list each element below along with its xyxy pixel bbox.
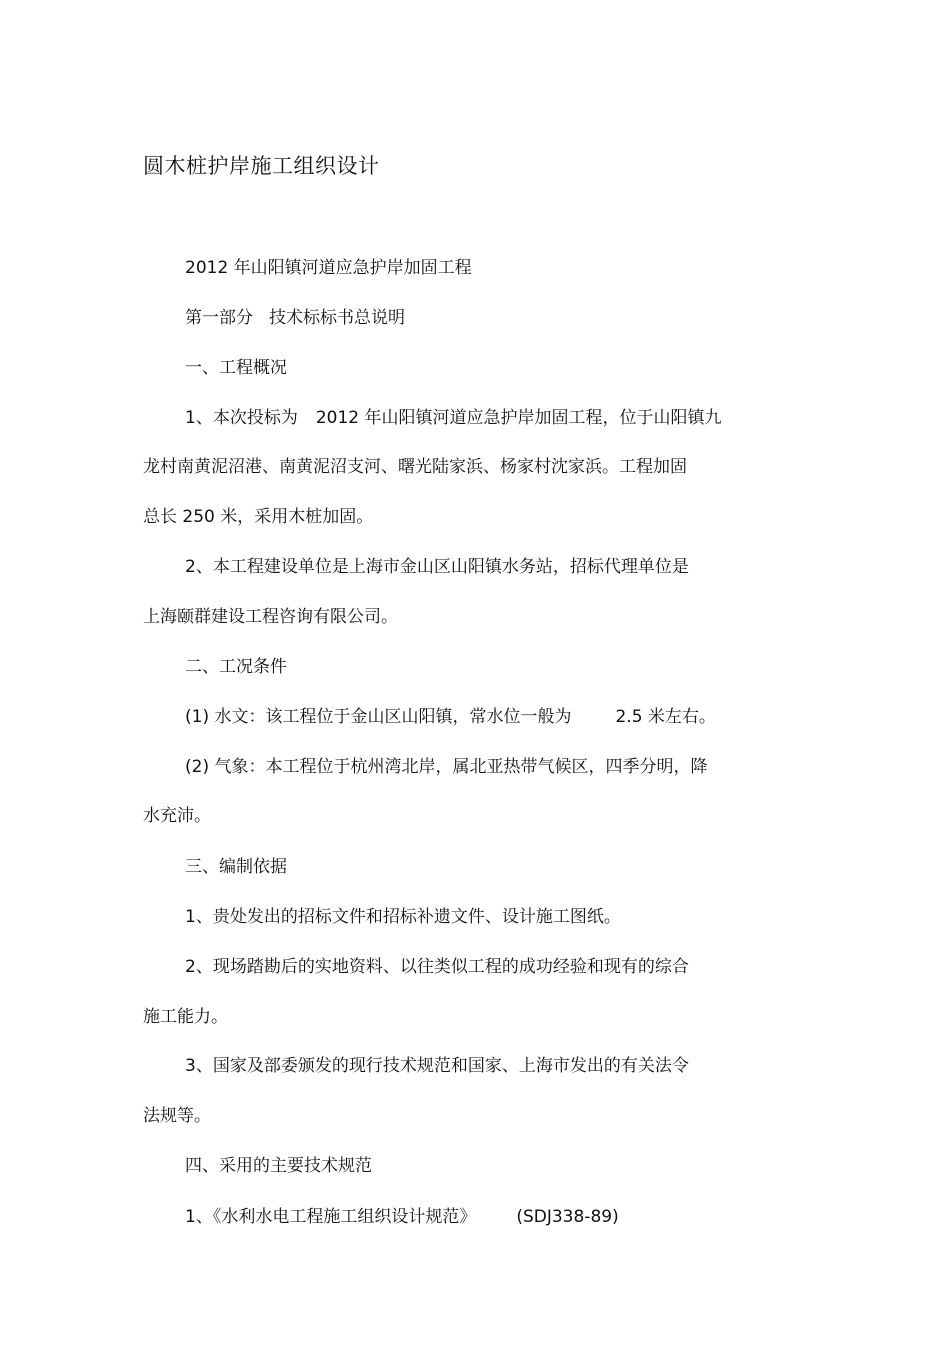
part-name: 技术标标书总说明 — [269, 308, 405, 328]
basis-item1: 1、贵处发出的招标文件和招标补遗文件、设计施工图纸。 — [185, 907, 621, 927]
standards-item1-name: 1、《水利水电工程施工组织设计规范》 — [185, 1207, 477, 1227]
hydrology-text: (1) 水文：该工程位于金山区山阳镇，常水位一般为 — [185, 707, 572, 727]
basis-item2-line1: 2、现场踏勘后的实地资料、以往类似工程的成功经验和现有的综合 — [185, 957, 689, 977]
overview-item2-line2: 上海颐群建设工程咨询有限公司。 — [143, 607, 398, 627]
overview-item1-prefix: 1、本次投标为 — [185, 408, 298, 428]
section-heading-standards: 四、采用的主要技术规范 — [185, 1156, 372, 1176]
project-name: 2012 年山阳镇河道应急护岸加固工程 — [185, 258, 472, 278]
basis-item2-line2: 施工能力。 — [143, 1007, 228, 1027]
basis-item3-line1: 3、国家及部委颁发的现行技术规范和国家、上海市发出的有关法令 — [185, 1056, 689, 1076]
part-number: 第一部分 — [185, 308, 253, 328]
conditions-climate-line1: (2) 气象：本工程位于杭州湾北岸，属北亚热带气候区，四季分明，降 — [185, 757, 708, 777]
section-heading-conditions: 二、工况条件 — [185, 657, 287, 677]
section-heading-basis: 三、编制依据 — [185, 857, 287, 877]
standards-item1-code: (SDJ338-89) — [516, 1207, 619, 1227]
hydrology-value: 2.5 米左右。 — [615, 707, 716, 727]
overview-item1-rest: 2012 年山阳镇河道应急护岸加固工程，位于山阳镇九 — [315, 408, 722, 428]
section-heading-overview: 一、工程概况 — [185, 358, 287, 378]
conditions-hydrology — [185, 706, 716, 728]
overview-item2-line1: 2、本工程建设单位是上海市金山区山阳镇水务站，招标代理单位是 — [185, 557, 689, 577]
conditions-climate-line2: 水充沛。 — [143, 806, 211, 826]
document-title: 圆木桩护岸施工组织设计 — [143, 154, 380, 178]
overview-item1-line1 — [185, 407, 722, 429]
overview-item1-line3: 总长 250 米，采用木桩加固。 — [143, 507, 374, 527]
overview-item1-line2: 龙村南黄泥沼港、南黄泥沼支河、曙光陆家浜、杨家村沈家浜。工程加固 — [143, 457, 687, 477]
standards-item1 — [185, 1206, 619, 1228]
basis-item3-line2: 法规等。 — [143, 1106, 211, 1126]
part-heading — [185, 307, 405, 329]
